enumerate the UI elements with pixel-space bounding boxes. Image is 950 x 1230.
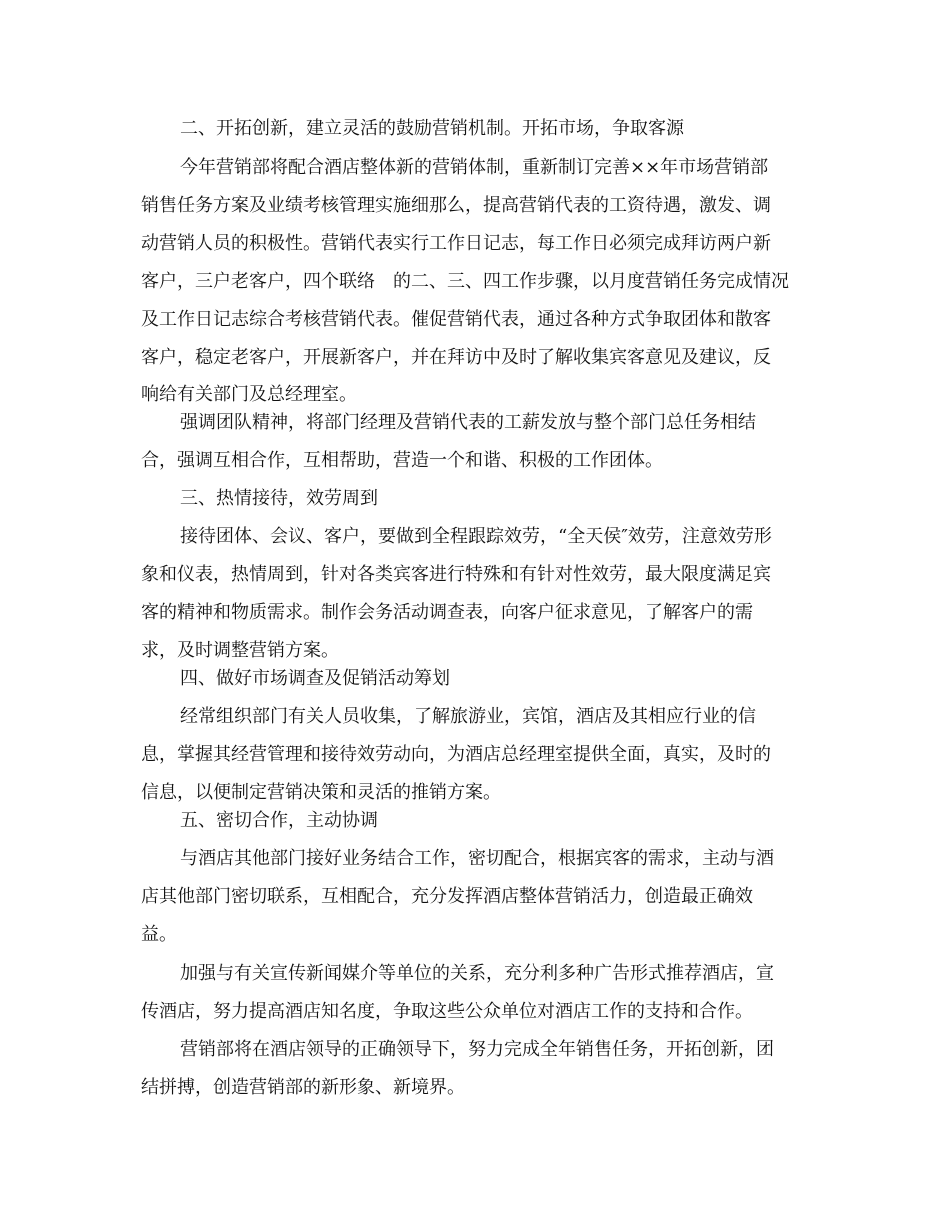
paragraph-line: 客的精神和物质需求。制作会务活动调查表，向客户征求意见，了解客户的需 [141,602,753,623]
paragraph-line: 加强与有关宣传新闻媒介等单位的关系，充分利多种广告形式推荐酒店，宣 [180,963,774,984]
paragraph-line: 合，强调互相合作，互相帮助，营造一个和谐、积极的工作团体。 [141,450,663,471]
section-heading-3: 三、热情接待，效劳周到 [180,488,378,509]
paragraph-line: 动营销人员的积极性。营销代表实行工作日记志，每工作日必须完成拜访两户新 [141,233,771,254]
paragraph-line: 响给有关部门及总经理室。 [141,384,357,405]
paragraph-line: 信息，以便制定营销决策和灵活的推销方案。 [141,782,501,803]
paragraph-line: 象和仪表，热情周到，针对各类宾客进行特殊和有针对性效劳，最大限度满足宾 [141,564,771,585]
paragraph-line: 求，及时调整营销方案。 [141,640,339,661]
paragraph-line: 经常组织部门有关人员收集，了解旅游业，宾馆，酒店及其相应行业的信 [180,706,756,727]
paragraph-line: 销售任务方案及业绩考核管理实施细那么，提高营销代表的工资待遇，激发、调 [141,195,771,216]
paragraph-line: 传酒店，努力提高酒店知名度，争取这些公众单位对酒店工作的支持和合作。 [141,1001,753,1022]
paragraph-line: 客户，三户老客户，四个联络 的二、三、四工作步骤，以月度营销任务完成情况 [141,271,789,292]
section-heading-5: 五、密切合作，主动协调 [180,810,378,831]
paragraph-line: 今年营销部将配合酒店整体新的营销体制，重新制订完善××年市场营销部 [180,157,769,178]
paragraph-line: 强调团队精神，将部门经理及营销代表的工薪发放与整个部门总任务相结 [180,412,756,433]
paragraph-line: 店其他部门密切联系，互相配合，充分发挥酒店整体营销活力，创造最正确效 [141,886,753,907]
paragraph-line: 益。 [141,924,177,945]
paragraph-line: 息，掌握其经营管理和接待效劳动向，为酒店总经理室提供全面，真实，及时的 [141,744,771,765]
paragraph-line: 及工作日记志综合考核营销代表。催促营销代表，通过各种方式争取团体和散客 [141,309,771,330]
section-heading-4: 四、做好市场调查及促销活动筹划 [180,668,450,689]
section-heading-2: 二、开拓创新，建立灵活的鼓励营销机制。开拓市场，争取客源 [180,118,684,139]
paragraph-line: 营销部将在酒店领导的正确领导下，努力完成全年销售任务，开拓创新，团 [180,1039,774,1060]
paragraph-line: 结拼搏，创造营销部的新形象、新境界。 [141,1077,465,1098]
paragraph-line: 接待团体、会议、客户，要做到全程跟踪效劳，“全天侯″效劳，注意效劳形 [180,526,772,547]
paragraph-line: 客户，稳定老客户，开展新客户，并在拜访中及时了解收集宾客意见及建议，反 [141,347,771,368]
paragraph-line: 与酒店其他部门接好业务结合工作，密切配合，根据宾客的需求，主动与酒 [180,848,774,869]
